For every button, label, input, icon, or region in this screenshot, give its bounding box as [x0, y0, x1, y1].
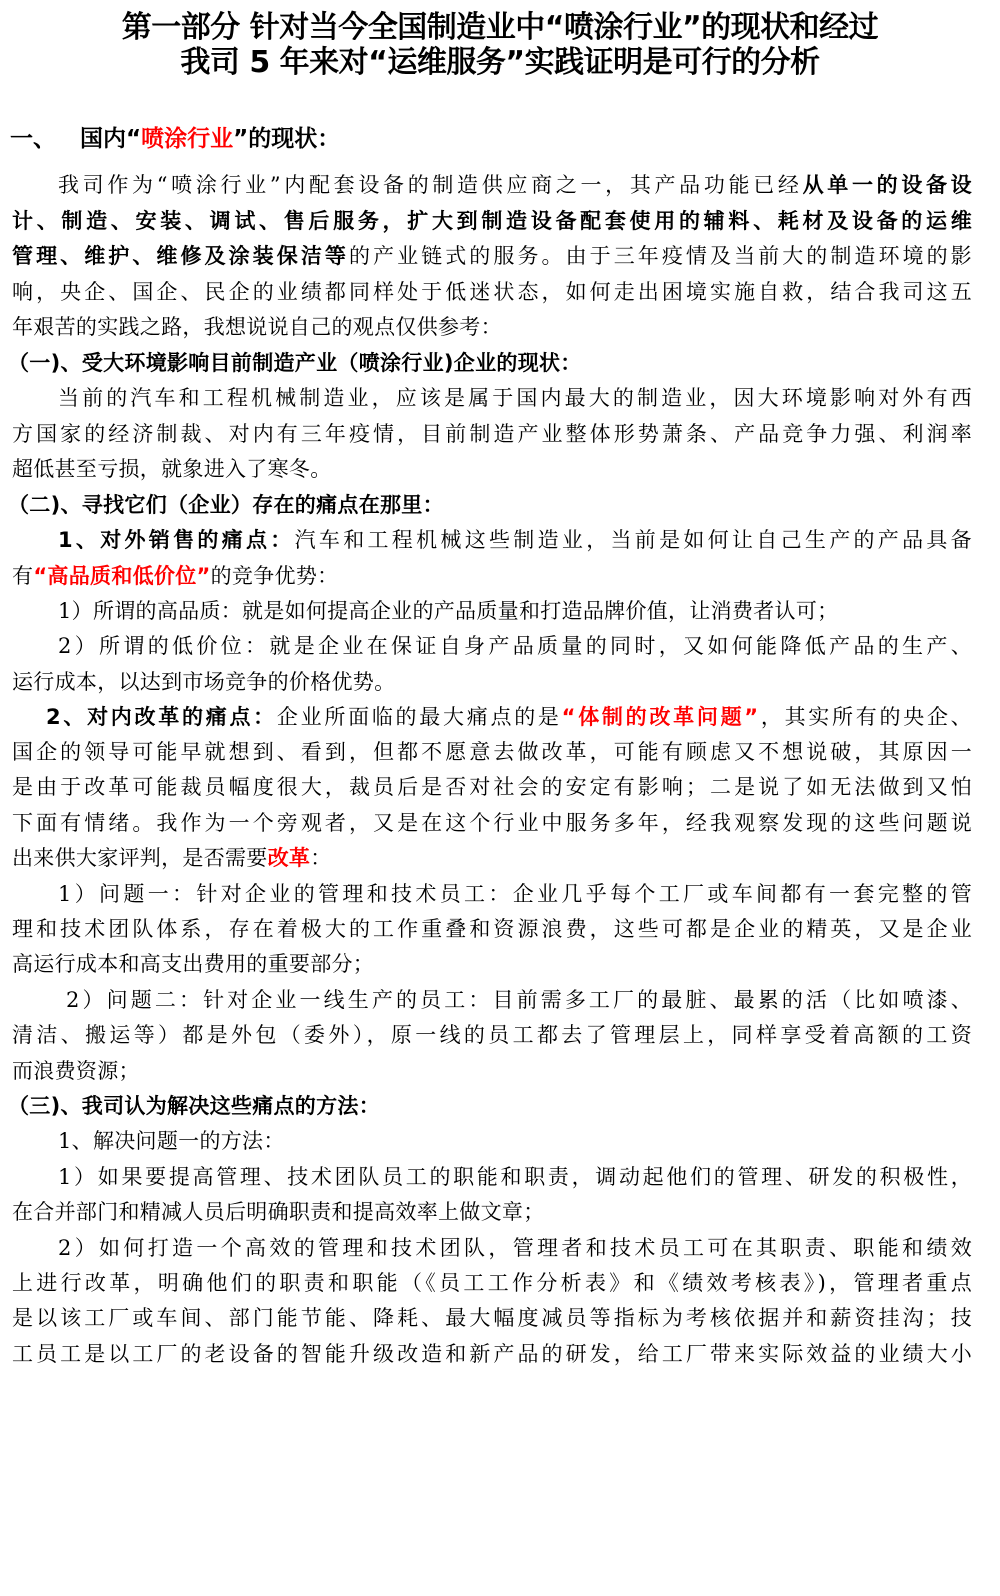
- paragraph-line: 1、对外销售的痛点：汽车和工程机械这些制造业，当前是如何让自己生产的产品具备: [58, 528, 972, 552]
- paragraph-line: 响，央企、国企、民企的业绩都同样处于低迷状态，如何走出困境实施自救，结合我司这五: [12, 280, 972, 304]
- paragraph-line: 超低甚至亏损，就象进入了寒冬。: [12, 457, 332, 481]
- subsection-heading-2: （二)、寻找它们（企业）存在的痛点在那里：: [8, 493, 444, 517]
- paragraph-line: 管理、维护、维修及涂装保洁等的产业链式的服务。由于三年疫情及当前大的制造环境的影: [12, 244, 972, 268]
- paragraph-line: 2）如何打造一个高效的管理和技术团队，管理者和技术员工可在其职责、职能和绩效: [58, 1236, 972, 1260]
- paragraph-line: 工员工是以工厂的老设备的智能升级改造和新产品的研发，给工厂带来实际效益的业绩大小: [12, 1342, 972, 1366]
- paragraph-line: 理和技术团队体系，存在着极大的工作重叠和资源浪费，这些可都是企业的精英，又是企业: [12, 917, 972, 941]
- paragraph-line: 清洁、搬运等）都是外包（委外），原一线的员工都去了管理层上，同样享受着高额的工资: [12, 1023, 972, 1047]
- paragraph-line: 有“高品质和低价位”的竞争优势：: [12, 564, 339, 588]
- highlight-text: “体制的改革问题”: [561, 705, 759, 729]
- paragraph-line: 上进行改革，明确他们的职责和职能（《员工工作分析表》和《绩效考核表》)，管理者重点: [12, 1271, 972, 1295]
- paragraph-line: 1）所谓的高品质：就是如何提高企业的产品质量和打造品牌价值，让消费者认可；: [58, 599, 839, 623]
- paragraph-line: 2）问题二：针对企业一线生产的员工：目前需多工厂的最脏、最累的活（比如喷漆、: [66, 988, 972, 1012]
- paragraph-line: 下面有情绪。我作为一个旁观者，又是在这个行业中服务多年，经我观察发现的这些问题说: [12, 811, 972, 835]
- paragraph-line: 而浪费资源；: [12, 1059, 140, 1083]
- paragraph-line: 方国家的经济制裁、对内有三年疫情，目前制造产业整体形势萧条、产品竞争力强、利润率: [12, 422, 972, 446]
- paragraph-line: 计、制造、安装、调试、售后服务，扩大到制造设备配套使用的辅料、耗材及设备的运维: [12, 209, 972, 233]
- document-title-line-1: 第一部分 针对当今全国制造业中“喷涂行业”的现状和经过: [121, 10, 879, 45]
- paragraph-line: 当前的汽车和工程机械制造业，应该是属于国内最大的制造业，因大环境影响对外有西: [58, 386, 972, 410]
- paragraph-line: 1）如果要提高管理、技术团队员工的职能和职责，调动起他们的管理、研发的积极性，: [58, 1165, 972, 1189]
- paragraph-line: 运行成本，以达到市场竞争的价格优势。: [12, 670, 396, 694]
- paragraph-line: 1）问题一：针对企业的管理和技术员工：企业几乎每个工厂或车间都有一套完整的管: [58, 882, 972, 906]
- paragraph-line: 出来供大家评判，是否需要改革：: [12, 846, 332, 870]
- paragraph-line: 2）所谓的低价位：就是企业在保证自身产品质量的同时，又如何能降低产品的生产、: [58, 634, 972, 658]
- paragraph-line: 是由于改革可能裁员幅度很大，裁员后是否对社会的安定有影响；二是说了如无法做到又怕: [12, 775, 972, 799]
- paragraph-line: 国企的领导可能早就想到、看到，但都不愿意去做改革，可能有顾虑又不想说破，其原因一: [12, 740, 972, 764]
- section-number: 一、: [10, 126, 56, 152]
- paragraph-line: 年艰苦的实践之路，我想说说自己的观点仅供参考：: [12, 315, 502, 339]
- document-title-line-2: 我司 5 年来对“运维服务”实践证明是可行的分析: [180, 45, 820, 80]
- paragraph-line: 2、对内改革的痛点：企业所面临的最大痛点的是“体制的改革问题”，其实所有的央企、: [46, 705, 972, 729]
- subsection-heading-3: （三)、我司认为解决这些痛点的方法：: [8, 1094, 380, 1118]
- paragraph-line: 是以该工厂或车间、部门能节能、降耗、最大幅度减员等指标为考核依据并和薪资挂沟；技: [12, 1306, 972, 1330]
- highlight-text: 喷涂行业: [141, 126, 234, 152]
- section-heading-1: 一、 国内“喷涂行业”的现状：: [10, 123, 340, 155]
- paragraph-line: 1、解决问题一的方法：: [58, 1129, 285, 1153]
- highlight-text: 改革: [267, 846, 311, 870]
- highlight-text: “高品质和低价位”: [33, 564, 211, 588]
- paragraph-line: 高运行成本和高支出费用的重要部分；: [12, 952, 375, 976]
- paragraph-line: 我司作为“喷涂行业”内配套设备的制造供应商之一，其产品功能已经从单一的设备设: [58, 173, 972, 197]
- paragraph-line: 在合并部门和精减人员后明确职责和提高效率上做文章；: [12, 1200, 545, 1224]
- subsection-heading-1: （一)、受大环境影响目前制造产业（喷涂行业)企业的现状：: [8, 351, 582, 375]
